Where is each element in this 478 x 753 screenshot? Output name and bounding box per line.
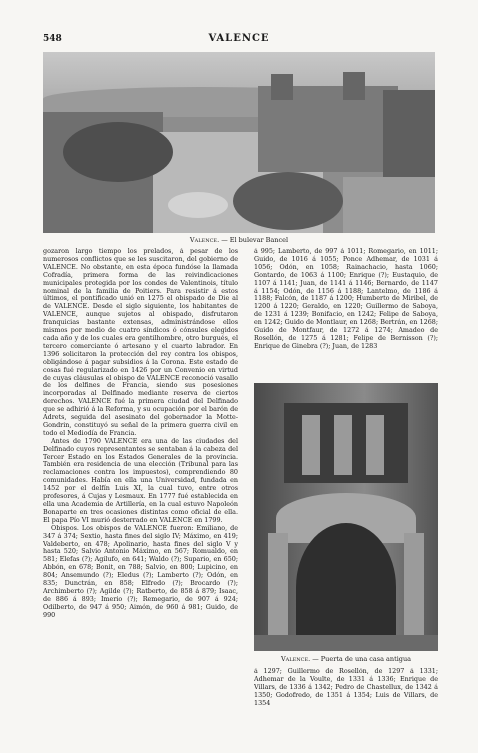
page-number: 548 [43,34,62,44]
right-text-column [254,248,438,373]
caption-text: . — El bulevar Bancel [217,236,289,244]
doorway-photo [254,383,438,651]
paragraph: á 1297; Guillermo de Rosellón, de 1297 á 1331; Adhemar de la Voulte, de 1331 á 1336; Enrique de Villars, de 1336 á 1342; Pedro de Chastellux, de 1342 á 1350; Godofredo, de 1351 á 1354; Luis de Villars, de 1354 [254,668,438,707]
boulevard-caption [43,236,435,244]
paragraph: gozaron largo tiempo los prelados, á pesar de los numerosos conflictos que se les suscitaron, del gobierno de VALENCE. No obstante, en esta época fundóse la llamada Cofradía, primera forma de las reivindicaciones municipales protegida por los condes de Valentinois, título nominal de la familia de Poitiers. Para resistir á estos últimos, el pontificado unió en 1275 el obispado de Die al de VALENCE. Desde el siglo siguiente, los habitantes de VALENCE, aunque sujetos al obispado, disfrutaron franquicias bastante extensas, administrándose ellos mismos por medio de cuatro síndicos ó cónsules elegidos cada año y de los cuales era gentilhombre, otro burgués, el tercero comerciante ó artesano y el cuarto labrador. En 1396 solicitaron la protección del rey contra los obispos, obligándose á pagar subsidios á la Corona. Este estado de cosas fué regularizado en 1426 por un Convenio en virtud de cuyas cláusulas el obispo de VALENCE reconoció vasallo de los delfines de Francia, siendo sus posesiones incorporadas al Delfinado mediante reserva de ciertos derechos. VALENCE fué la primera ciudad del Delfinado que se adhirió á la Reforma, y su ocupación por el barón de Adrets, seguida del asesinato del gobernador la Motte-Gondrin, constituyó su señal de la primera guerra civil en todo el Mediodía de Francia. [43,248,238,437]
doorway-caption [254,655,438,663]
caption-text: . — Puerta de una casa antigua [308,655,412,663]
boulevard-photo [43,52,435,233]
caption-place: Valence [280,655,309,663]
paragraph: Obispos. Los obispos de VALENCE fueron: Emiliano, de 347 á 374; Sextio, hasta fines del siglo IV; Máximo, en 419; Valdeberto, en 478; Apolinario, hasta fines del siglo V y hasta 520; Salvio Antonio Máximo, en 567; Romualdo, en 581; Elefas (?); Agilufo, en 641; Waldo (?); Supario, en 650; Abbón, en 678; Bonit, en 788; Salvio, en 800; Lupicino, en 804; Ansemundo (?); Eledus (?); Lamberto (?); Odón, en 835; Dunctrán, en 858; Elfredo (?); Brocardo (?); Archimberto (?); Agilde (?); Ratberto, de 858 á 879; Isaac, de 886 á 893; Imerio (?); Remegario, de 907 á 924; Odilberto, de 947 á 950; Aimón, de 960 á 981; Guido, de 990 [43,523,238,619]
paragraph: Antes de 1790 VALENCE era una de las ciudades del Delfinado cuyos representantes se sentaban á la cabeza del Tercer Estado en los Estados Generales de la provincia. También era residencia de una elección (Tribunal para las reclamaciones contra los impuestos), comprendiendo 80 comunidades. Había en ella una Universidad, fundada en 1452 por el delfín Luis XI, la cual tuvo, entre otros profesores, á Cujas y Lesmaux. En 1777 fué establecida en ella una Academia de Artillería, en la cual estuvo Napoleón Bonaparte en tres ocasiones distintas como oficial de ella. El papa Pío VI murió desterrado en VALENCE en 1799. [43,436,238,524]
right-bottom-text-column [254,668,438,723]
paragraph: á 995; Lamberto, de 997 á 1011; Romegario, en 1011; Guido, de 1016 á 1055; Ponce Adhemar, de 1031 á 1056; Odón, en 1058; Rainachacio, hasta 1060; Gontardo, de 1063 á 1100; Enrique (?); Eustaquio, de 1107 á 1141; Juan, de 1141 á 1146; Bernardo, de 1147 á 1154; Odón, de 1156 á 1188; Lantelmo, de 1186 á 1188; Falcón, de 1187 á 1200; Humberto de Miribel, de 1200 á 1220; Geraldo, en 1220; Guillermo de Saboya, de 1231 á 1239; Bonifacio, en 1242; Felipe de Saboya, en 1242; Guido de Montlaur, en 1268; Bertrán, en 1268; Guido de Montfaur, de 1272 á 1274; Amadeo de Rosellón, de 1275 á 1281; Felipe de Bernisson (?); Enrique de Ginebra (?); Juan, de 1283 [254,248,438,350]
left-text-column [43,248,238,718]
running-title: VALENCE [208,33,270,44]
caption-place: Valence [189,236,218,244]
